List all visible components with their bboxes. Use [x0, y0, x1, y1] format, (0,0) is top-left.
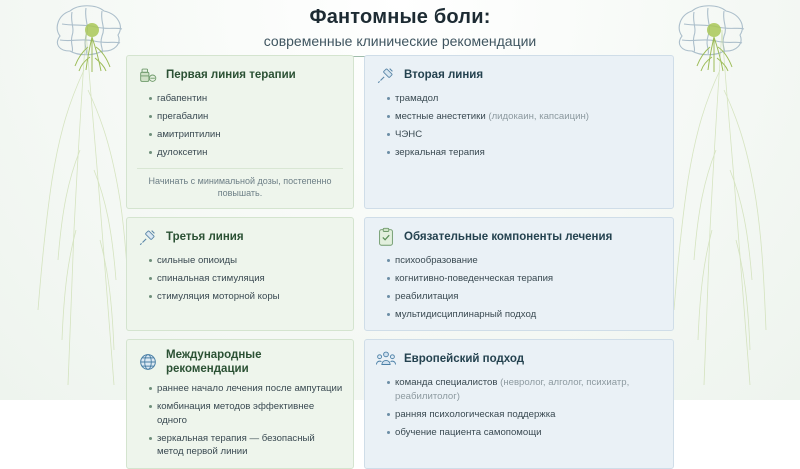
list-item: реабилитация [387, 290, 663, 304]
list-item: ранняя психологическая поддержка [387, 408, 663, 422]
syringe-icon [375, 64, 397, 86]
list-item: психообразование [387, 254, 663, 268]
list-item: команда специалистов (невролог, алголог, психиатр, реабилитолог) [387, 376, 663, 403]
list-item: прегабалин [149, 110, 343, 124]
list-item: стимуляция моторной коры [149, 290, 343, 304]
card-second-line [364, 55, 674, 209]
list-item: зеркальная терапия [387, 146, 663, 160]
page-subtitle: современные клинические рекомендации [263, 33, 537, 49]
card-title: Международные рекомендации [166, 349, 262, 375]
card-mandatory-components [364, 217, 674, 332]
card-title: Первая линия терапии [166, 69, 296, 81]
card-item-list [137, 382, 343, 459]
list-item: мультидисциплинарный подход [387, 308, 663, 322]
list-item: дулоксетин [149, 146, 343, 160]
header [0, 4, 800, 57]
list-item: трамадол [387, 92, 663, 106]
syringe-icon [137, 226, 159, 248]
card-european-approach [364, 339, 674, 469]
clipboard-check-icon [375, 226, 397, 248]
list-item: габапентин [149, 92, 343, 106]
card-header [375, 64, 663, 86]
list-item: зеркальная терапия — безопасный метод первой линии [149, 432, 343, 459]
card-header [137, 348, 343, 376]
cards-grid [126, 55, 674, 469]
list-item: раннее начало лечения после ампутации [149, 382, 343, 396]
card-title: Европейский подход [404, 353, 525, 365]
list-item: амитриптилин [149, 128, 343, 142]
list-item: сильные опиоиды [149, 254, 343, 268]
card-title: Третья линия [166, 230, 244, 243]
card-item-list [137, 254, 343, 304]
team-icon [375, 348, 397, 370]
card-title: Вторая линия [404, 69, 484, 81]
pills-icon [137, 64, 159, 86]
root-decoration-left [20, 30, 140, 390]
list-item: когнитивно-поведенческая терапия [387, 272, 663, 286]
list-item: местные анестетики (лидокаин, капсаицин) [387, 110, 663, 124]
card-header [375, 348, 663, 370]
card-header [137, 226, 343, 248]
card-item-list [375, 254, 663, 322]
globe-icon [137, 351, 159, 373]
list-item: спинальная стимуляция [149, 272, 343, 286]
page-title: Фантомные боли: [309, 6, 491, 28]
card-item-list [137, 92, 343, 160]
card-item-list [375, 376, 663, 439]
card-note: Начинать с минимальной дозы, постепенно повышать. [137, 168, 343, 199]
card-first-line [126, 55, 354, 209]
root-decoration-right [666, 30, 786, 390]
list-item: ЧЭНС [387, 128, 663, 142]
card-header [137, 64, 343, 86]
card-title: Обязательные компоненты лечения [404, 230, 613, 243]
list-item: обучение пациента самопомощи [387, 426, 663, 440]
card-header [375, 226, 663, 248]
card-third-line [126, 217, 354, 332]
list-item: комбинация методов эффективнее одного [149, 400, 343, 427]
card-item-list [375, 92, 663, 160]
card-international-recommendations [126, 339, 354, 469]
